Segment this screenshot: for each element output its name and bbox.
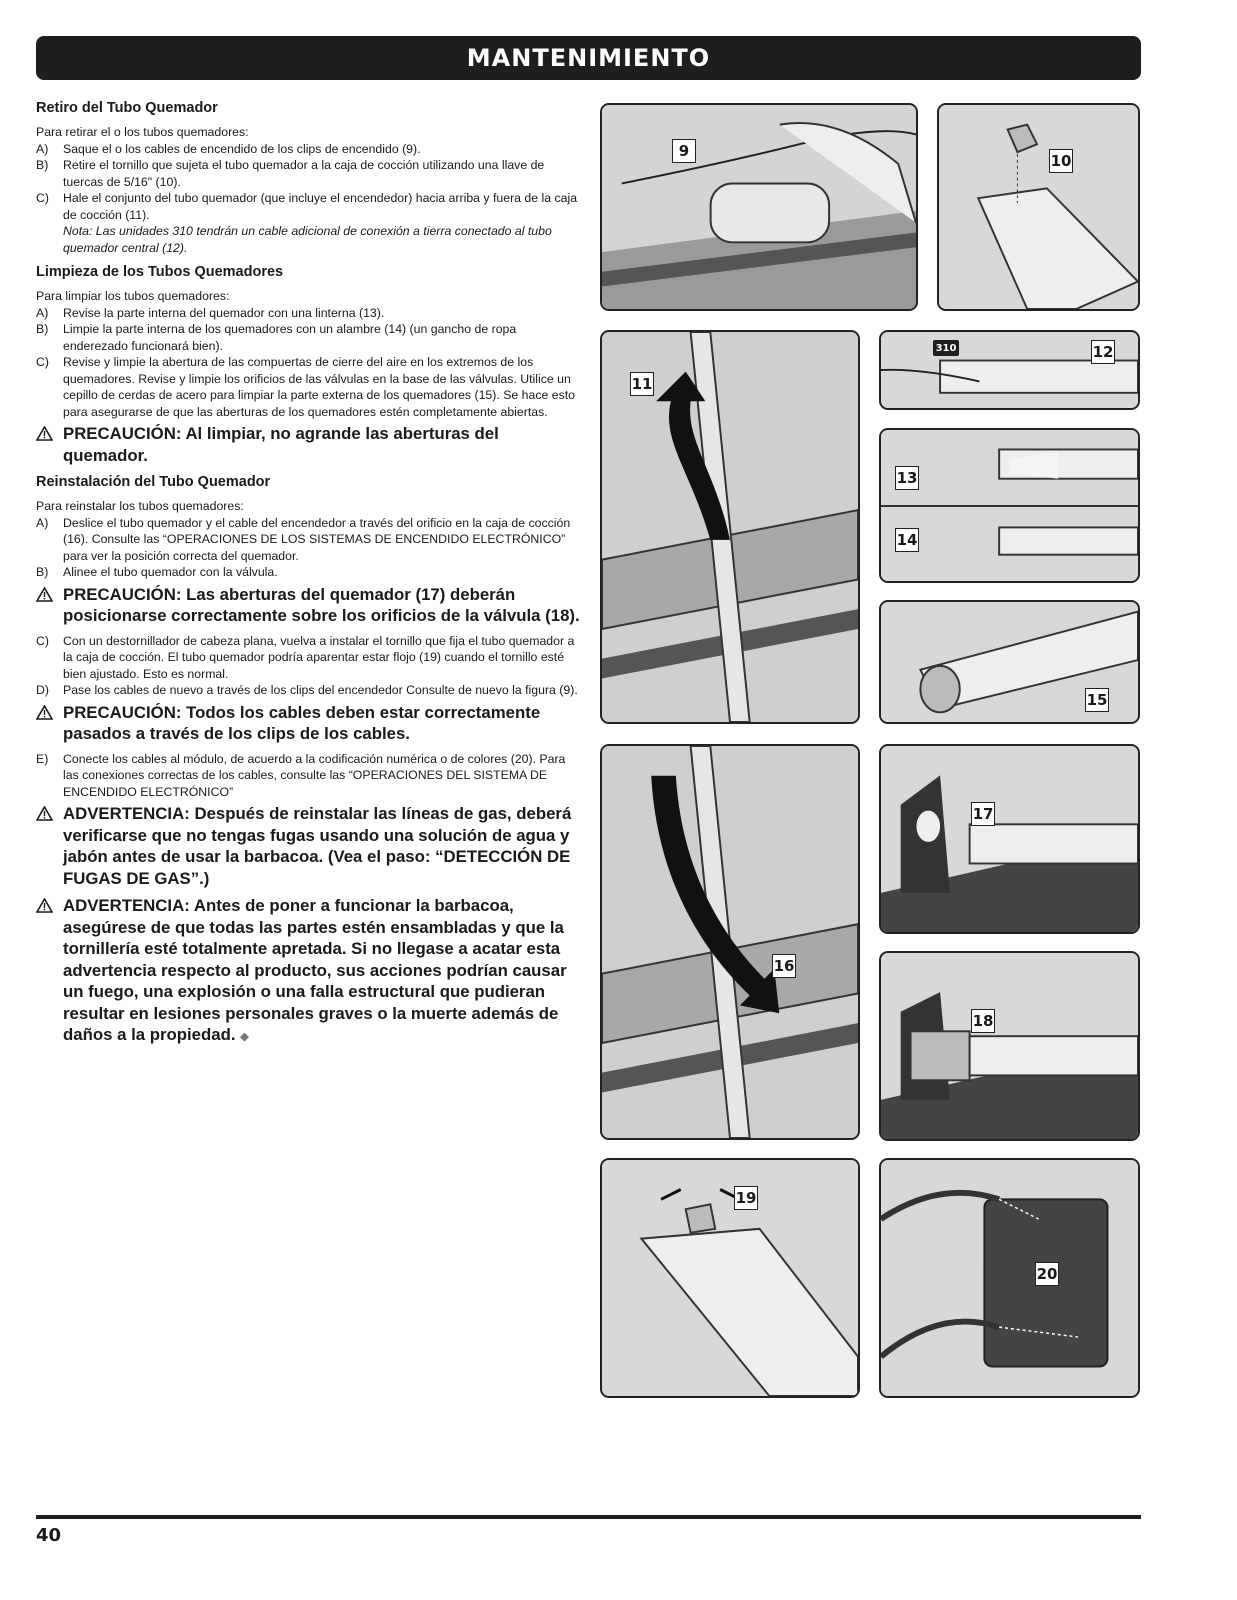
- figure-19: [600, 1158, 860, 1398]
- text-column: [36, 100, 581, 1055]
- burner-valve-alignment-illustration: [881, 746, 1138, 932]
- figure-11: [600, 330, 860, 724]
- cleaning-step-a: A) Revise la parte interna del quemador con una linterna (13).: [36, 305, 385, 320]
- removal-step-b: B) Retire el tornillo que sujeta el tubo quemador a la caja de cocción utilizando una llave de tuercas de 5/16" (10).: [36, 158, 545, 189]
- end-diamond-icon: ◆: [240, 1031, 249, 1043]
- cleaning-title: Limpieza de los Tubos Quemadores: [36, 264, 284, 280]
- footer-rule: [36, 1515, 1141, 1519]
- figure-9-label: 9: [672, 139, 696, 163]
- reinstall-caution-2: PRECAUCIÓN: Todos los cables deben estar correctamente pasados a través de los clips de los cables.: [36, 702, 581, 745]
- figure-17-label: 17: [971, 802, 995, 826]
- valve-orifice-illustration: [881, 953, 1138, 1139]
- burner-reinstall-illustration: [602, 746, 858, 1138]
- figure-18-label: 18: [971, 1009, 995, 1033]
- cleaning-intro: Para limpiar los tubos quemadores:: [36, 289, 230, 303]
- section-header: [36, 36, 1141, 80]
- figure-11-label: 11: [630, 372, 654, 396]
- figure-16: [600, 744, 860, 1140]
- removal-note: Nota: Las unidades 310 tendrán un cable adicional de conexión a tierra conectado al tubo quemador central (12).: [63, 224, 552, 255]
- figure-20: [879, 1158, 1140, 1398]
- reinstall-step-e: E) Conecte los cables al módulo, de acuerdo a la codificación numérica o de colores (20). Para las conexiones correctas de los cables, consulte las “OPERACIONES DEL SISTEMA DE ENCENDIDO ELECTRÓNICO”: [36, 751, 566, 799]
- warning-triangle-icon: [36, 803, 63, 889]
- removal-title: Retiro del Tubo Quemador: [36, 100, 218, 116]
- reinstall-caution-1: PRECAUCIÓN: Las aberturas del quemador (17) deberán posicionarse correctamente sobre los orificios de la válvula (18).: [36, 584, 581, 627]
- reinstall-warning-1: ADVERTENCIA: Después de reinstalar las líneas de gas, deberá verificarse que no tengas fugas usando una solución de agua y jabón antes de usar la barbacoa. (Vea el paso: “DETECCIÓN DE FUGAS DE GAS”.): [36, 803, 581, 889]
- figure-18: [879, 951, 1140, 1141]
- figure-13-14: [879, 428, 1140, 583]
- figure-17: [879, 744, 1140, 934]
- removal-step-a: A) Saque el o los cables de encendido de los clips de encendido (9).: [36, 141, 421, 156]
- flashlight-wire-illustration: [881, 430, 1138, 581]
- figure-12-label: 12: [1091, 340, 1115, 364]
- warning-triangle-icon: [36, 584, 63, 627]
- figure-10-label: 10: [1049, 149, 1073, 173]
- reinstall-intro: Para reinstalar los tubos quemadores:: [36, 499, 244, 513]
- warning-triangle-icon: [36, 702, 63, 745]
- warning-triangle-icon: [36, 423, 63, 466]
- loose-burner-illustration: [602, 1160, 858, 1396]
- cleaning-step-c: C) Revise y limpie la abertura de las compuertas de cierre del aire en los extremos de los quemadores. Revise y limpie los orificios de las válvulas en la base de las válvulas. Utilice un cepillo de cerdas de acero para limpiar la parte externa de los quemadores (15). Se hace esto para asegurarse de que las aberturas de los quemadores estén completamente abiertas.: [36, 355, 575, 419]
- figure-10: [937, 103, 1140, 311]
- burner-screw-illustration: [939, 105, 1138, 309]
- model-310-badge: 310: [933, 340, 959, 356]
- wire-clip-illustration: [602, 105, 916, 309]
- figure-16-label: 16: [772, 954, 796, 978]
- figure-15: [879, 600, 1140, 724]
- figure-14-label: 14: [895, 528, 919, 552]
- figure-9: [600, 103, 918, 311]
- cleaning-step-b: B) Limpie la parte interna de los quemadores con un alambre (14) (un gancho de ropa enderezado funcionará bien).: [36, 322, 517, 353]
- reinstall-step-d: D) Pase los cables de nuevo a través de los clips del encendedor Consulte de nuevo la figura (9).: [36, 683, 578, 697]
- reinstall-warning-2: ADVERTENCIA: Antes de poner a funcionar la barbacoa, asegúrese de que todas las partes estén ensambladas y que la tornillería esté totalmente apretada. Si no llegase a acatar esta advertencia respecto al producto, sus acciones podrían causar un fuego, una explosión o una falla estructural que pudieran resultar en lesiones personales graves o la muerte además de daños a la propiedad. ◆: [36, 895, 581, 1049]
- figure-13-label: 13: [895, 466, 919, 490]
- reinstall-title: Reinstalación del Tubo Quemador: [36, 474, 271, 490]
- figure-20-label: 20: [1035, 1262, 1059, 1286]
- reinstall-step-a: A) Deslice el tubo quemador y el cable del encendedor a través del orificio en la caja de cocción (16). Consulte las “OPERACIONES DE LOS SISTEMAS DE ENCENDIDO ELECTRÓNICO” para ver la posición correcta del quemador.: [36, 515, 571, 563]
- warning-triangle-icon: [36, 895, 63, 1049]
- cleaning-caution: PRECAUCIÓN: Al limpiar, no agrande las aberturas del quemador.: [36, 423, 581, 466]
- removal-intro: Para retirar el o los tubos quemadores:: [36, 125, 249, 139]
- ignition-module-illustration: [881, 1160, 1138, 1396]
- page-number: 40: [36, 1525, 62, 1546]
- section-title: MANTENIMIENTO: [466, 44, 711, 72]
- reinstall-step-b: B) Alinee el tubo quemador con la válvula.: [36, 565, 278, 579]
- figure-15-label: 15: [1085, 688, 1109, 712]
- figure-19-label: 19: [734, 1186, 758, 1210]
- figure-12: [879, 330, 1140, 410]
- removal-step-c: C) Hale el conjunto del tubo quemador (que incluye el encendedor) hacia arriba y fuera de la caja de cocción (11). Nota: Las unidades 310 tendrán un cable adicional de conexión a tierra conectado al tubo quemador central (12).: [36, 191, 578, 255]
- reinstall-step-c: C) Con un destornillador de cabeza plana, vuelva a instalar el tornillo que fija el tubo quemador a la caja de cocción. El tubo quemador podría aparentar estar flojo (19) cuando el tornillo esté bien ajustado. Esto es normal.: [36, 633, 575, 681]
